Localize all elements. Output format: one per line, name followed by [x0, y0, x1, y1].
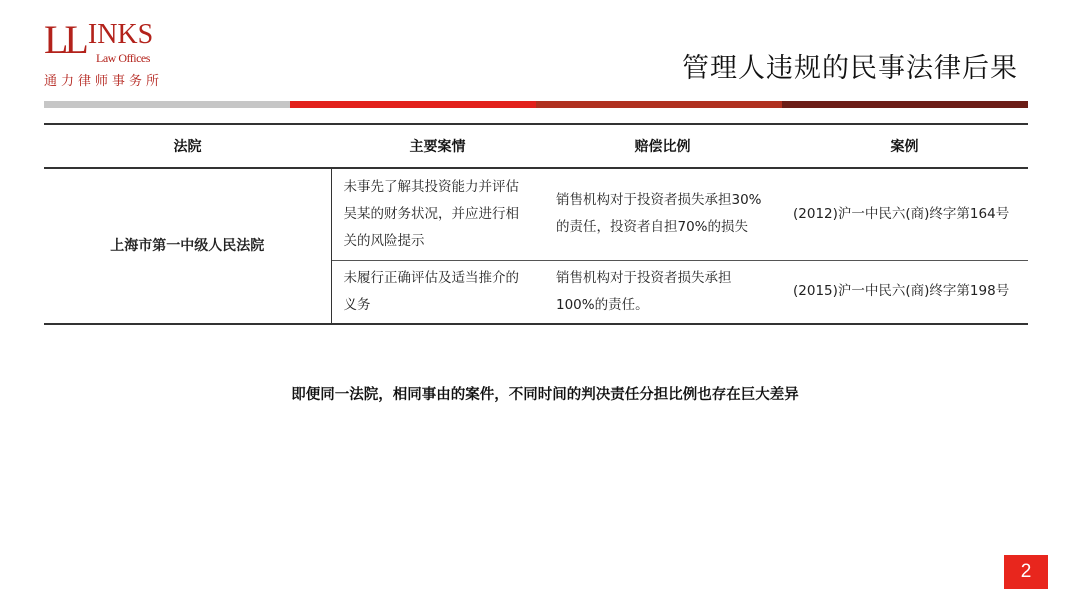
color-bar-segment-red: [290, 101, 536, 108]
case-table: [44, 123, 1028, 325]
page-number-badge: 2: [1004, 555, 1048, 589]
table-header-row: [44, 124, 1028, 168]
summary-note: 即便同一法院，相同事由的案件，不同时间的判决责任分担比例也存在巨大差异: [291, 387, 799, 403]
case-cell: (2012)沪一中民六(商)终字第164号: [781, 168, 1028, 260]
facts-cell: 未履行正确评估及适当推介的义务: [331, 260, 544, 324]
logo-subtitle: Law Offices: [96, 51, 150, 65]
logo-mark-inks: INKS: [87, 19, 154, 50]
header-facts: 主要案情: [331, 124, 544, 168]
color-bar-segment-gray: [44, 101, 290, 108]
table-row: [44, 168, 1028, 260]
header-ratio: 赔偿比例: [544, 124, 781, 168]
case-cell: (2015)沪一中民六(商)终字第198号: [781, 260, 1028, 324]
facts-cell: 未事先了解其投资能力并评估吴某的财务状况，并应进行相关的风险提示: [331, 168, 544, 260]
header-court: 法院: [44, 124, 331, 168]
color-bar-segment-rust: [536, 101, 782, 108]
header-case: 案例: [781, 124, 1028, 168]
ratio-cell: 销售机构对于投资者损失承担30%的责任，投资者自担70%的损失: [544, 168, 781, 260]
court-cell: 上海市第一中级人民法院: [44, 168, 331, 324]
firm-logo: [44, 17, 174, 92]
logo-mark-ll: LL: [44, 17, 85, 62]
header-color-bar: [44, 101, 1028, 108]
ratio-cell: 销售机构对于投资者损失承担100%的责任。: [544, 260, 781, 324]
color-bar-segment-maroon: [782, 101, 1028, 108]
page-title: 管理人违规的民事法律后果: [682, 53, 1018, 84]
logo-chinese-name: 通力律师事务所: [44, 74, 164, 89]
